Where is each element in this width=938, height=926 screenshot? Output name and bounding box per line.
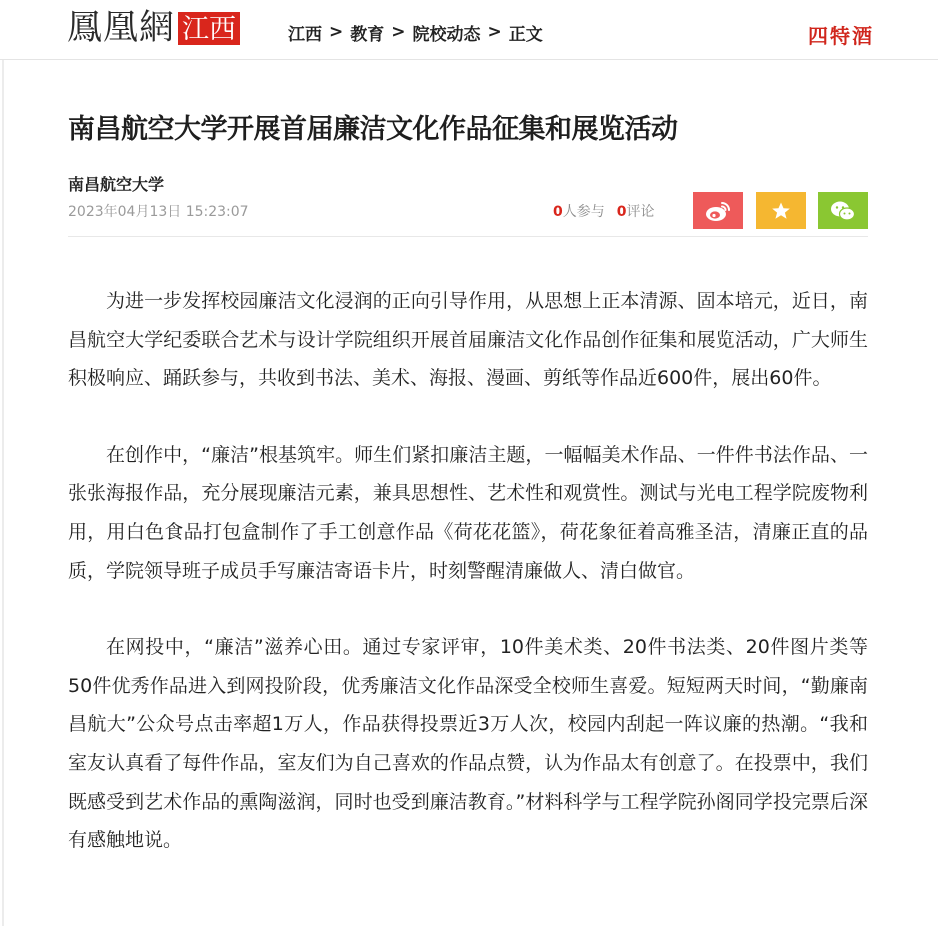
site-header <box>0 0 938 60</box>
breadcrumb <box>288 20 543 44</box>
article-stats <box>553 201 667 223</box>
breadcrumb-jiangxi[interactable]: 江西 <box>288 24 322 45</box>
logo-text: 鳳凰網 <box>67 8 176 48</box>
article-paragraph-1: 为进一步发挥校园廉洁文化浸润的正向引导作用，从思想上正本清源、固本培元，近日，南昌航空大学纪委联合艺术与设计学院组织开展首届廉洁文化作品创作征集和展览活动，广大师生积极响应、踊跃参与，共收到书法、美术、海报、漫画、剪纸等作品近600件，展出60件。 <box>68 290 868 390</box>
sponsor-logo[interactable]: 四特酒 <box>808 24 874 48</box>
weibo-icon <box>705 200 731 222</box>
header-divider <box>68 236 868 237</box>
star-icon <box>771 201 791 221</box>
favorite-button[interactable] <box>756 192 806 229</box>
article-paragraph-2: 在创作中，“廉洁”根基筑牢。师生们紧扣廉洁主题，一幅幅美术作品、一件件书法作品、一张张海报作品，充分展现廉洁元素，兼具思想性、艺术性和观赏性。测试与光电工程学院废物利用，用白色食品打包盒制作了手工创意作品《荷花花篮》，荷花象征着高雅圣洁，清廉正直的品质，学院领导班子成员手写廉洁寄语卡片，时刻警醒清廉做人、清白做官。 <box>68 443 868 582</box>
comments-label: 评论 <box>626 204 655 220</box>
logo-region-badge: 江西 <box>178 12 240 45</box>
breadcrumb-education[interactable]: 教育 <box>350 24 385 45</box>
article-datetime: 2023年04月13日 15:23:07 <box>68 204 249 220</box>
site-logo[interactable] <box>67 8 240 48</box>
breadcrumb-separator: > <box>391 22 406 42</box>
participants-label: 人参与 <box>562 204 605 220</box>
breadcrumb-school-news[interactable]: 院校动态 <box>412 24 481 45</box>
article-paragraph-3: 在网投中，“廉洁”滋养心田。通过专家评审，10件美术类、20件书法类、20件图片类等50件优秀作品进入到网投阶段，优秀廉洁文化作品深受全校师生喜爱。短短两天时间，“勤廉南昌航大”公众号点击率超1万人，作品获得投票近3万人次，校园内刮起一阵议廉的热潮。“我和室友认真看了每件作品，室友们为自己喜欢的作品点赞，认为作品太有创意了。在投票中，我们既感受到艺术作品的熏陶滋润，同时也受到廉洁教育。”材料科学与工程学院孙阁同学投完票后深有感触地说。 <box>68 636 868 852</box>
wechat-icon <box>830 200 856 222</box>
breadcrumb-current: 正文 <box>508 24 543 45</box>
article-body <box>68 282 868 898</box>
breadcrumb-separator: > <box>487 22 502 42</box>
participants-count: 0 <box>553 204 563 220</box>
article-source[interactable]: 南昌航空大学 <box>68 175 165 194</box>
comments-count: 0 <box>616 204 627 220</box>
comments-stat[interactable] <box>617 201 655 223</box>
participants-stat[interactable] <box>553 201 605 223</box>
article-title: 南昌航空大学开展首届廉洁文化作品征集和展览活动 <box>68 114 678 145</box>
left-border <box>2 60 4 926</box>
share-weibo-button[interactable] <box>693 192 743 229</box>
share-wechat-button[interactable] <box>818 192 868 229</box>
breadcrumb-separator: > <box>329 22 344 42</box>
